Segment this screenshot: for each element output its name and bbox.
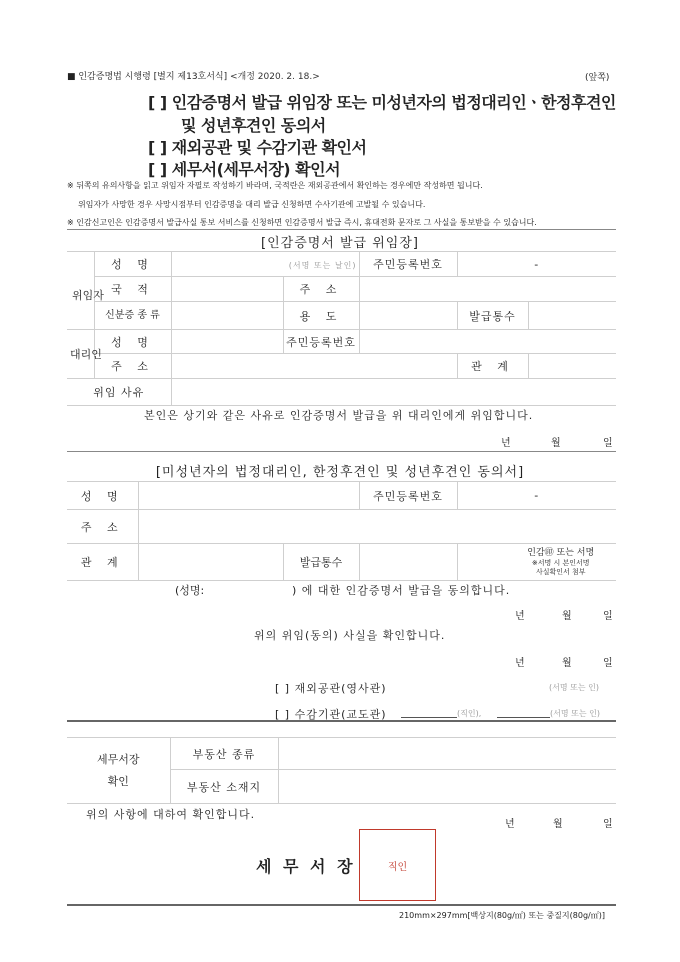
note-instructions: ※ 뒤쪽의 유의사항을 읽고 위임자 자필로 작성하기 바라며, 국적란은 재외공관에서 확인하는 경우에만 작성하면 됩니다.	[67, 181, 483, 190]
title-embassy-prison: [ ] 재외공관 및 수감기관 확인서	[148, 138, 367, 157]
delegator-name-field[interactable]	[171, 252, 359, 277]
tax-office-label-cell	[67, 738, 170, 804]
consent-section-title: [미성년자의 법정대리인, 한정후견인 및 성년후견인 동의서]	[155, 465, 525, 480]
consent-statement-prefix: (성명:	[175, 584, 205, 597]
delegation-section-title: [인감증명서 발급 위임장]	[261, 236, 419, 251]
consent-year: 년	[515, 611, 525, 622]
divider	[67, 451, 616, 452]
relation-field[interactable]	[528, 354, 616, 379]
seal-instruction: 인감㊞ 또는 서명	[527, 547, 595, 558]
consent-seal-field[interactable]	[457, 544, 616, 581]
property-type-field[interactable]	[278, 738, 616, 770]
id-type-label: 신분증 종 류	[94, 302, 171, 330]
consent-rrn-field[interactable]: -	[457, 482, 616, 510]
official-seal-box[interactable]	[359, 829, 436, 901]
consent-day: 일	[603, 611, 613, 622]
property-type-label: 부동산 종류	[170, 738, 278, 770]
sign-hint: (서명 또는 날인)	[288, 260, 357, 270]
name-label: 성 명	[94, 252, 171, 277]
paper-spec: 210mm×297mm[백상지(80g/㎡) 또는 중질지(80g/㎡)]	[399, 911, 605, 920]
reason-field[interactable]	[171, 379, 616, 406]
tax-office-label: 세무서장	[96, 752, 140, 766]
consent-table	[67, 481, 616, 581]
delegator-label: 위임자	[72, 289, 104, 302]
title-delegation-cont: 및 성년후견인 동의서	[181, 116, 326, 135]
delegation-month: 월	[551, 438, 561, 449]
divider	[67, 720, 616, 722]
page-side: (앞쪽)	[585, 73, 610, 83]
prison-seal-hint: (직인),	[457, 709, 482, 718]
consent-name-field[interactable]	[138, 482, 359, 510]
note-deceased: 위임자가 사망한 경우 사망시점부터 인감증명을 대리 발급 신청하면 수사기관에 고발될 수 있습니다.	[78, 200, 426, 209]
consent-address-label: 주 소	[67, 510, 138, 544]
reason-label: 위임 사유	[67, 379, 171, 406]
property-location-label: 부동산 소재지	[170, 770, 278, 804]
prison-sign-line[interactable]	[497, 717, 550, 718]
property-location-field[interactable]	[278, 770, 616, 804]
delegator-address-field[interactable]	[359, 277, 616, 302]
consent-relation-field[interactable]	[138, 544, 283, 581]
nationality-label: 국 적	[94, 277, 171, 302]
official-seal-label: 직인	[387, 862, 408, 873]
copies-label: 발급통수	[457, 302, 528, 330]
consent-name-label: 성 명	[67, 482, 138, 510]
consent-month: 월	[562, 611, 572, 622]
agent-name-field[interactable]	[171, 330, 283, 354]
consent-relation-label: 관 계	[67, 544, 138, 581]
id-type-field[interactable]	[171, 302, 283, 330]
address-label: 주 소	[283, 277, 359, 302]
title-tax-office: [ ] 세무서(세무서장) 확인서	[148, 160, 341, 179]
consent-copies-field[interactable]	[359, 544, 457, 581]
confirmation-day: 일	[603, 658, 613, 669]
tax-office-table	[67, 737, 616, 804]
purpose-label: 용 도	[283, 302, 359, 330]
delegation-table	[67, 251, 616, 406]
note-notification: ※ 인감신고인은 인감증명서 발급사실 통보 서비스를 신청하면 인감증명서 발급 즉시, 휴대전화 문자로 그 사실을 통보받을 수 있습니다.	[67, 218, 537, 227]
confirmation-statement: 위의 위임(동의) 사실을 확인합니다.	[254, 629, 446, 642]
consent-rrn-label: 주민등록번호	[359, 482, 457, 510]
embassy-checkbox[interactable]: [ ] 재외공관(영사관)	[275, 682, 387, 695]
divider	[67, 904, 616, 906]
tax-office-year: 년	[505, 819, 515, 830]
nationality-field[interactable]	[171, 277, 283, 302]
copies-field[interactable]	[528, 302, 616, 330]
delegation-statement: 본인은 상기와 같은 사유로 인감증명서 발급을 위 대리인에게 위임합니다.	[144, 409, 534, 422]
purpose-field[interactable]	[359, 302, 457, 330]
consent-copies-label: 발급통수	[283, 544, 359, 581]
confirmation-month: 월	[562, 658, 572, 669]
delegation-day: 일	[603, 438, 613, 449]
title-delegation: [ ] 인감증명서 발급 위임장 또는 미성년자의 법정대리인ㆍ한정후견인	[148, 93, 616, 112]
rrn-label: 주민등록번호	[359, 252, 457, 277]
delegation-year: 년	[501, 438, 511, 449]
form-reference: ■ 인감증명법 시행령 [별지 제13호서식] <개정 2020. 2. 18.>	[67, 72, 320, 82]
divider	[67, 229, 616, 230]
agent-rrn-field[interactable]	[359, 330, 616, 354]
relation-label: 관 계	[457, 354, 528, 379]
embassy-sign-hint: (서명 또는 인)	[549, 683, 599, 692]
tax-office-chief: 세 무 서 장	[256, 857, 356, 876]
delegator-rrn-field[interactable]: -	[457, 252, 616, 277]
tax-office-statement: 위의 사항에 대하여 확인합니다.	[86, 808, 256, 821]
agent-address-label: 주 소	[94, 354, 171, 379]
agent-address-field[interactable]	[171, 354, 457, 379]
tax-office-label-cont: 확인	[107, 774, 129, 788]
tax-office-day: 일	[603, 819, 613, 830]
prison-sign-hint: (서명 또는 인)	[550, 709, 600, 718]
tax-office-month: 월	[553, 819, 563, 830]
confirmation-year: 년	[515, 658, 525, 669]
seal-note-cont: 사실확인서 첨부	[535, 567, 586, 576]
prison-seal-line[interactable]	[401, 717, 457, 718]
prison-checkbox[interactable]: [ ] 수감기관(교도관)	[275, 708, 387, 721]
consent-statement: ) 에 대한 인감증명서 발급을 동의합니다.	[292, 584, 511, 597]
seal-note: ※서명 시 본인서명	[531, 558, 590, 567]
agent-name-label: 성 명	[94, 330, 171, 354]
revision-date: <개정 2020. 2. 18.>	[230, 72, 320, 82]
consent-address-field[interactable]	[138, 510, 616, 544]
agent-label: 대리인	[70, 348, 102, 361]
agent-rrn-label: 주민등록번호	[283, 330, 359, 354]
